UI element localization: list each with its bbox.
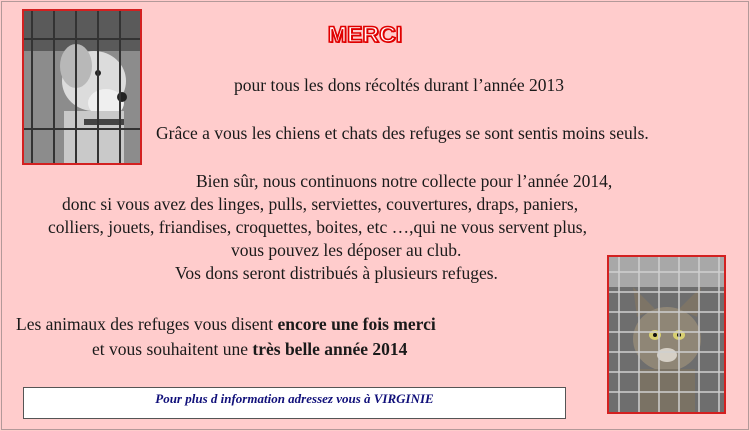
closing-line-2 <box>92 338 407 360</box>
closing-bold-1: encore une fois merci <box>277 314 436 334</box>
cat-in-cage-photo <box>607 255 726 414</box>
collecte-line: Bien sûr, nous continuons notre collecte pour l’année 2014, <box>196 171 613 191</box>
distribution-line: Vos dons seront distribués à plusieurs refuges. <box>175 263 498 283</box>
refuges-line: Grâce a vous les chiens et chats des refuges se sont sentis moins seuls. <box>156 123 649 143</box>
contact-info-box <box>23 387 566 419</box>
items-line-2: colliers, jouets, friandises, croquettes, boites, etc …,qui ne vous servent plus, <box>48 217 587 237</box>
items-line-1: donc si vous avez des linges, pulls, serviettes, couvertures, draps, paniers, <box>62 194 579 214</box>
closing-bold-2: très belle année 2014 <box>252 339 408 359</box>
closing-text-1: Les animaux des refuges vous disent <box>16 314 278 334</box>
thanks-line: pour tous les dons récoltés durant l’année 2013 <box>234 75 564 95</box>
contact-info-text: Pour plus d information adressez vous à VIRGINIE <box>155 391 434 406</box>
closing-text-2: et vous souhaitent une <box>92 339 253 359</box>
deposit-line: vous pouvez les déposer au club. <box>231 240 462 260</box>
merci-heading: MERCI <box>327 22 403 47</box>
closing-line-1 <box>16 313 436 335</box>
dog-in-cage-photo <box>22 9 142 165</box>
